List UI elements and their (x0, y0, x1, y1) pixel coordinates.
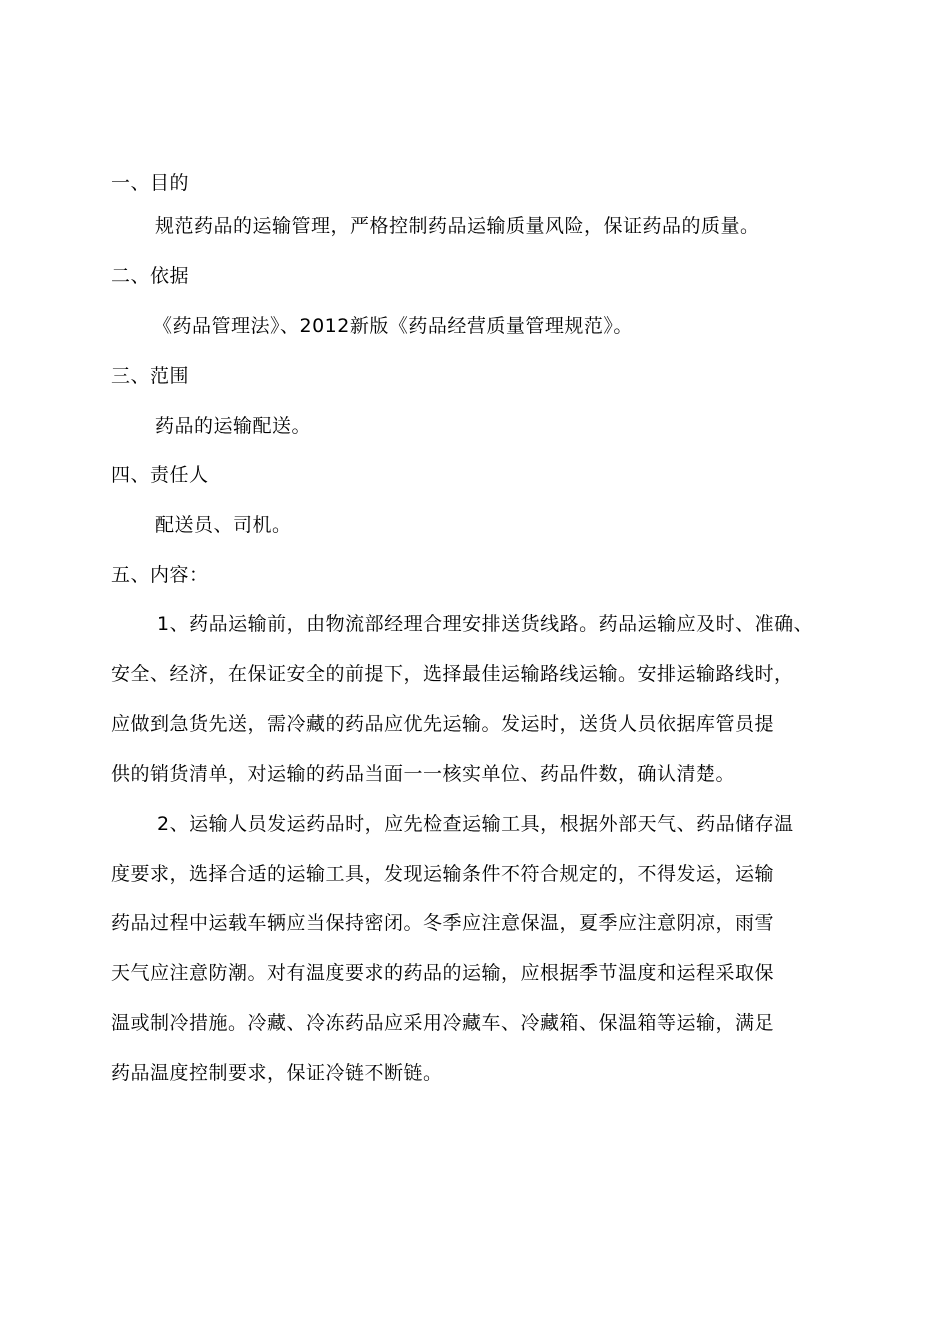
content-paragraph-2-line-4: 天气应注意防潮。对有温度要求的药品的运输，应根据季节温度和运程采取保 (111, 962, 775, 984)
content-paragraph-2-line-3: 药品过程中运载车辆应当保持密闭。冬季应注意保温，夏季应注意阴凉，雨雪 (111, 912, 775, 934)
section-body-responsible: 配送员、司机。 (155, 514, 292, 536)
section-heading-content: 五、内容： (111, 564, 209, 586)
content-paragraph-2-line-5: 温或制冷措施。冷藏、冷冻药品应采用冷藏车、冷藏箱、保温箱等运输，满足 (111, 1012, 775, 1034)
section-heading-purpose: 一、目的 (111, 172, 190, 194)
section-body-purpose: 规范药品的运输管理，严格控制药品运输质量风险，保证药品的质量。 (155, 215, 760, 237)
content-paragraph-2-line-1: 2、运输人员发运药品时，应先检查运输工具，根据外部天气、药品储存温 (157, 813, 794, 835)
section-body-scope: 药品的运输配送。 (155, 415, 312, 437)
section-heading-scope: 三、范围 (111, 365, 190, 387)
section-heading-basis: 二、依据 (111, 265, 190, 287)
content-paragraph-1-line-1: 1、药品运输前，由物流部经理合理安排送货线路。药品运输应及时、准确、 (157, 613, 814, 635)
content-paragraph-1-line-3: 应做到急货先送，需冷藏的药品应优先运输。发运时，送货人员依据库管员提 (111, 713, 775, 735)
content-paragraph-1-line-2: 安全、经济，在保证安全的前提下，选择最佳运输路线运输。安排运输路线时， (111, 663, 794, 685)
content-paragraph-2-line-2: 度要求，选择合适的运输工具，发现运输条件不符合规定的，不得发运，运输 (111, 863, 775, 885)
content-paragraph-1-line-4: 供的销货清单，对运输的药品当面一一核实单位、药品件数，确认清楚。 (111, 763, 736, 785)
section-body-basis: 《药品管理法》、2012新版《药品经营质量管理规范》。 (153, 315, 633, 337)
section-heading-responsible: 四、责任人 (111, 464, 209, 486)
content-paragraph-2-line-6: 药品温度控制要求，保证冷链不断链。 (111, 1062, 443, 1084)
